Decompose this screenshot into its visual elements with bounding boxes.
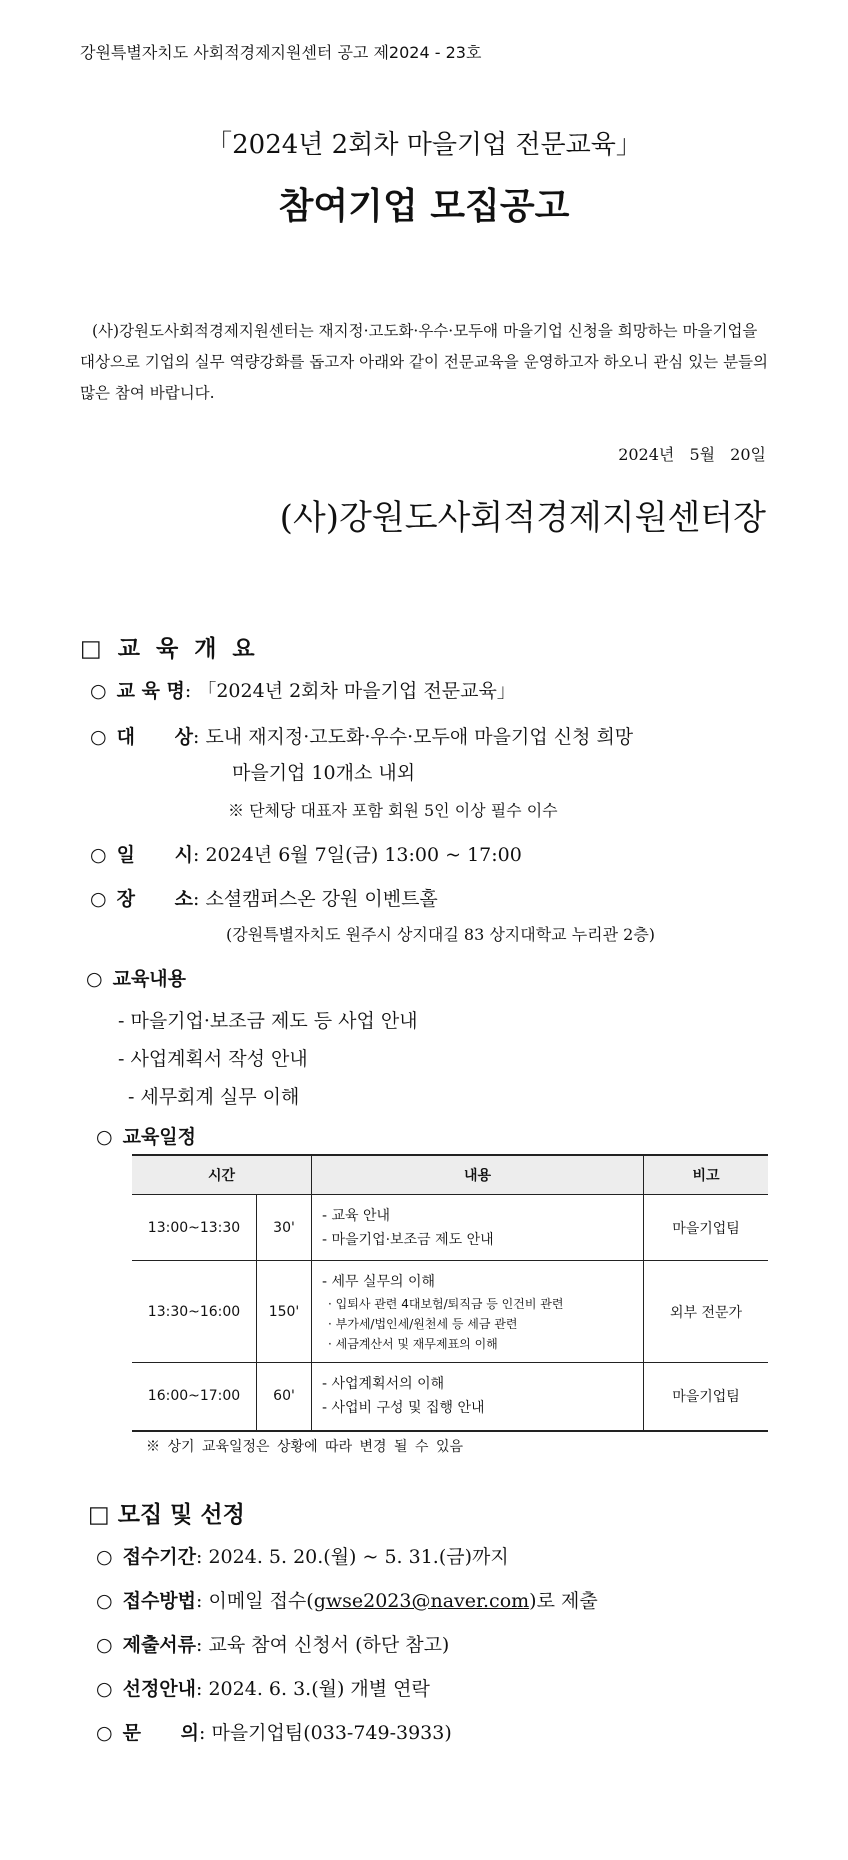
notice-number: 강원특별자치도 사회적경제지원센터 공고 제2024 - 23호 [80,43,482,62]
circle-marker: ○ [90,844,107,866]
item-target: ○ 대 상: 도내 재지정·고도화·우수·모두애 마을기업 신청 희망 [90,726,634,748]
table-row [132,1195,768,1261]
table-row [132,1363,768,1431]
row-subline: · 세금계산서 및 재무제표의 이해 [328,1336,498,1351]
item-value: 도내 재지정·고도화·우수·모두애 마을기업 신청 희망 [205,726,634,748]
item-value-before: 이메일 접수( [208,1590,314,1612]
row-duration: 30' [257,1195,312,1261]
item-value: 소셜캠퍼스온 강원 이벤트홀 [205,888,438,910]
item-label: 접수기간 [122,1546,197,1568]
item-label: 접수방법 [122,1590,197,1612]
item-datetime: ○ 일 시: 2024년 6월 7일(금) 13:00 ~ 17:00 [90,844,522,866]
item-value: 2024년 6월 7일(금) 13:00 ~ 17:00 [205,844,522,866]
item-inquiry: ○ 문 의: 마을기업팀(033-749-3933) [96,1722,452,1744]
item-value: 교육 참여 신청서 (하단 참고) [208,1634,450,1656]
circle-marker: ○ [96,1634,113,1656]
item-place: ○ 장 소: 소셜캠퍼스온 강원 이벤트홀 [90,888,438,910]
row-line: - 사업비 구성 및 집행 안내 [322,1400,485,1417]
item-label: 교육일정 [122,1126,197,1148]
header-time: 시간 [132,1155,312,1195]
item-schedule [96,1122,196,1149]
intro-text: (사)강원도사회적경제지원센터는 재지정·고도화·우수·모두애 마을기업 신청을 희망하는 마을기업을 대상으로 기업의 실무 역량강화를 돕고자 아래와 같이 전문교육을 운영하고자 하오니 관심 있는 분들의 많은 참여 바랍니다. [80,322,768,402]
item-course-name: ○ 교 육 명: 「2024년 2회차 마을기업 전문교육」 [90,680,516,702]
row-duration: 150' [257,1261,312,1363]
section-heading-recruitment: □ 모집 및 선정 [88,1501,245,1528]
schedule-table [132,1154,768,1432]
content-bullet: - 마을기업·보조금 제도 등 사업 안내 [118,1010,418,1032]
item-selection: ○ 선정안내: 2024. 6. 3.(월) 개별 연락 [96,1678,430,1700]
intro-paragraph [80,316,770,409]
item-value: 마을기업팀(033-749-3933) [211,1722,452,1744]
row-time: 13:00~13:30 [132,1195,257,1261]
item-label: 장 소 [116,888,193,910]
item-period: ○ 접수기간: 2024. 5. 20.(월) ~ 5. 31.(금)까지 [96,1546,509,1568]
table-header-row [132,1155,768,1195]
row-subline: · 부가세/법인세/원천세 등 세금 관련 [328,1316,518,1331]
circle-marker: ○ [96,1722,113,1744]
row-remark: 마을기업팀 [644,1195,769,1261]
row-line: - 세무 실무의 이해 [322,1273,436,1290]
row-content [312,1261,644,1363]
issuer: (사)강원도사회적경제지원센터장 [279,498,766,538]
circle-marker: ○ [90,680,107,702]
content-bullet: - 사업계획서 작성 안내 [118,1048,308,1070]
header-remark: 비고 [644,1155,769,1195]
row-time: 16:00~17:00 [132,1363,257,1431]
row-content [312,1195,644,1261]
schedule-note: ※ 상기 교육일정은 상황에 따라 변경 될 수 있음 [146,1439,464,1455]
section-heading-overview: □ 교 육 개 요 [80,635,259,662]
item-value: 「2024년 2회차 마을기업 전문교육」 [197,680,516,702]
item-value: 2024. 5. 20.(월) ~ 5. 31.(금)까지 [208,1546,509,1568]
item-documents: ○ 제출서류: 교육 참여 신청서 (하단 참고) [96,1634,450,1656]
item-content [86,964,186,991]
row-line: - 사업계획서의 이해 [322,1376,445,1393]
row-line: - 마을기업·보조금 제도 안내 [322,1231,494,1248]
item-value-after: )로 제출 [529,1590,598,1612]
item-label: 제출서류 [122,1634,197,1656]
row-time: 13:30~16:00 [132,1261,257,1363]
circle-marker: ○ [90,726,107,748]
circle-marker: ○ [90,888,107,910]
row-duration: 60' [257,1363,312,1431]
circle-marker: ○ [86,968,103,990]
row-remark: 외부 전문가 [644,1261,769,1363]
notice-date: 2024년 5월 20일 [618,445,766,464]
item-label: 교육내용 [112,968,187,990]
content-bullet: - 세무회계 실무 이해 [128,1086,300,1108]
item-label: 교 육 명 [116,680,185,702]
row-subline: · 입퇴사 관련 4대보험/퇴직금 등 인건비 관련 [328,1296,564,1311]
circle-marker: ○ [96,1546,113,1568]
row-line: - 교육 안내 [322,1207,391,1224]
item-label: 문 의 [122,1722,199,1744]
header-content: 내용 [312,1155,644,1195]
row-content [312,1363,644,1431]
item-label: 대 상 [116,726,193,748]
item-target-value2: 마을기업 10개소 내외 [232,762,416,784]
circle-marker: ○ [96,1678,113,1700]
email-link[interactable]: gwse2023@naver.com [313,1590,530,1612]
page-title: 참여기업 모집공고 [278,185,570,227]
item-value: 2024. 6. 3.(월) 개별 연락 [208,1678,430,1700]
item-method: ○ 접수방법: 이메일 접수(gwse2023@naver.com)로 제출 [96,1590,598,1612]
circle-marker: ○ [96,1590,113,1612]
circle-marker: ○ [96,1126,113,1148]
table-row [132,1261,768,1363]
item-label: 일 시 [116,844,193,866]
item-place-address: (강원특별자치도 원주시 상지대길 83 상지대학교 누리관 2층) [226,925,656,944]
item-label: 선정안내 [122,1678,197,1700]
title-line1: 「2024년 2회차 마을기업 전문교육」 [206,130,642,160]
item-target-note: ※ 단체당 대표자 포함 회원 5인 이상 필수 이수 [228,801,558,820]
row-remark: 마을기업팀 [644,1363,769,1431]
